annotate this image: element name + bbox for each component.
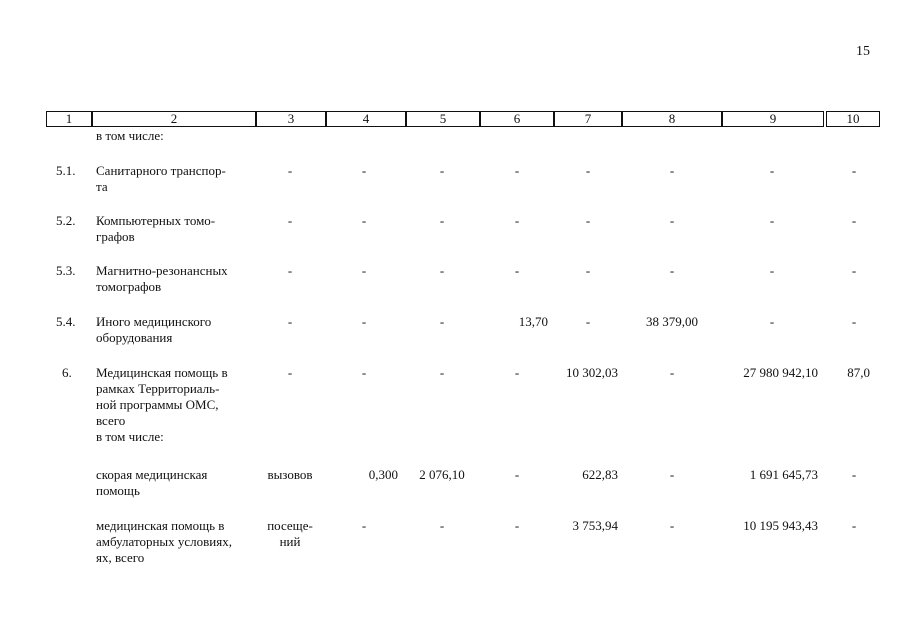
row-name bbox=[96, 213, 248, 245]
row-name-line: Медицинская помощь в bbox=[96, 365, 228, 380]
cell-col5: - bbox=[439, 163, 445, 178]
cell-col10: - bbox=[851, 467, 857, 482]
cell-col6: - bbox=[514, 518, 520, 533]
cell-col3: - bbox=[287, 213, 293, 228]
cell-col10: - bbox=[851, 518, 857, 533]
header-cell-3: 3 bbox=[256, 111, 326, 127]
row-number: 5.4. bbox=[56, 314, 76, 329]
cell-col9: - bbox=[769, 213, 775, 228]
cell-col5: - bbox=[439, 314, 445, 329]
row-name-line: помощь bbox=[96, 483, 140, 498]
row-name-line: графов bbox=[96, 229, 135, 244]
row-name-line: амбулаторных условиях, bbox=[96, 534, 232, 549]
cell-col7: - bbox=[585, 213, 591, 228]
cell-col8: 38 379,00 bbox=[646, 314, 698, 329]
cell-col7: - bbox=[585, 163, 591, 178]
cell-col10: - bbox=[851, 213, 857, 228]
cell-col3: посеще-ний bbox=[267, 518, 313, 549]
cell-col9: - bbox=[769, 263, 775, 278]
cell-col5: - bbox=[439, 263, 445, 278]
header-cell-2: 2 bbox=[92, 111, 256, 127]
cell-col5: - bbox=[439, 365, 445, 380]
cell-col7: 622,83 bbox=[582, 467, 618, 482]
cell-col3: вызовов bbox=[267, 467, 313, 482]
row-name-line: оборудования bbox=[96, 330, 173, 345]
cell-col9: - bbox=[769, 163, 775, 178]
cell-col3: - bbox=[287, 263, 293, 278]
header-cell-10: 10 bbox=[826, 111, 880, 127]
page-number: 15 bbox=[856, 44, 870, 59]
cell-col10: 87,0 bbox=[847, 365, 870, 380]
row-name-line: скорая медицинская bbox=[96, 467, 208, 482]
header-cell-4: 4 bbox=[326, 111, 406, 127]
row-name-line: рамках Территориаль- bbox=[96, 381, 220, 396]
cell-col5: 2 076,10 bbox=[419, 467, 465, 482]
header-cell-8: 8 bbox=[622, 111, 722, 127]
cell-col6: - bbox=[514, 365, 520, 380]
row-number: 5.2. bbox=[56, 213, 76, 228]
row-name-line: Санитарного транспор- bbox=[96, 163, 226, 178]
row-name-line: в том числе: bbox=[96, 429, 164, 444]
cell-col4: - bbox=[361, 263, 367, 278]
row-name bbox=[96, 263, 248, 295]
cell-col6: - bbox=[514, 467, 520, 482]
header-cell-9: 9 bbox=[722, 111, 824, 127]
row-name bbox=[96, 365, 248, 445]
row-name-line: ях, всего bbox=[96, 550, 145, 565]
cell-col10: - bbox=[851, 314, 857, 329]
cell-col8: - bbox=[669, 163, 675, 178]
row-name bbox=[96, 314, 248, 346]
cell-col6: - bbox=[514, 263, 520, 278]
row-name-line: всего bbox=[96, 413, 126, 428]
cell-col8: - bbox=[669, 467, 675, 482]
cell-col10: - bbox=[851, 163, 857, 178]
row-name-line: томографов bbox=[96, 279, 162, 294]
intro-text: в том числе: bbox=[96, 128, 164, 143]
cell-col9: 1 691 645,73 bbox=[749, 467, 818, 482]
row-name-line: та bbox=[96, 179, 108, 194]
cell-col6: - bbox=[514, 213, 520, 228]
cell-col6: 13,70 bbox=[518, 314, 548, 329]
header-cell-1: 1 bbox=[46, 111, 92, 127]
cell-col4: - bbox=[361, 213, 367, 228]
cell-col5: - bbox=[439, 518, 445, 533]
cell-col9: - bbox=[769, 314, 775, 329]
row-number: 5.1. bbox=[56, 163, 76, 178]
cell-col5: - bbox=[439, 213, 445, 228]
cell-col4: - bbox=[361, 163, 367, 178]
cell-col3: - bbox=[287, 163, 293, 178]
header-cell-7: 7 bbox=[554, 111, 622, 127]
cell-col4: - bbox=[361, 518, 367, 533]
cell-col4: - bbox=[361, 365, 367, 380]
row-name-line: ной программы ОМС, bbox=[96, 397, 219, 412]
cell-col4: 0,300 bbox=[368, 467, 398, 482]
cell-col7: 3 753,94 bbox=[572, 518, 618, 533]
cell-col9: 27 980 942,10 bbox=[743, 365, 818, 380]
row-name-line: медицинская помощь в bbox=[96, 518, 225, 533]
row-name bbox=[96, 467, 248, 499]
cell-col8: - bbox=[669, 213, 675, 228]
row-name-line: Компьютерных томо- bbox=[96, 213, 216, 228]
row-number: 6. bbox=[62, 365, 72, 380]
cell-col8: - bbox=[669, 263, 675, 278]
cell-col8: - bbox=[669, 365, 675, 380]
cell-col8: - bbox=[669, 518, 675, 533]
cell-col7: - bbox=[585, 263, 591, 278]
row-name-line: Иного медицинского bbox=[96, 314, 212, 329]
cell-col7: 10 302,03 bbox=[566, 365, 618, 380]
cell-col3: - bbox=[287, 365, 293, 380]
header-cell-6: 6 bbox=[480, 111, 554, 127]
row-name bbox=[96, 518, 248, 566]
row-name-line: Магнитно-резонансных bbox=[96, 263, 228, 278]
cell-col6: - bbox=[514, 163, 520, 178]
row-name bbox=[96, 163, 248, 195]
row-number: 5.3. bbox=[56, 263, 76, 278]
header-cell-5: 5 bbox=[406, 111, 480, 127]
cell-col3: - bbox=[287, 314, 293, 329]
cell-col4: - bbox=[361, 314, 367, 329]
cell-col10: - bbox=[851, 263, 857, 278]
cell-col9: 10 195 943,43 bbox=[743, 518, 818, 533]
cell-col7: - bbox=[585, 314, 591, 329]
